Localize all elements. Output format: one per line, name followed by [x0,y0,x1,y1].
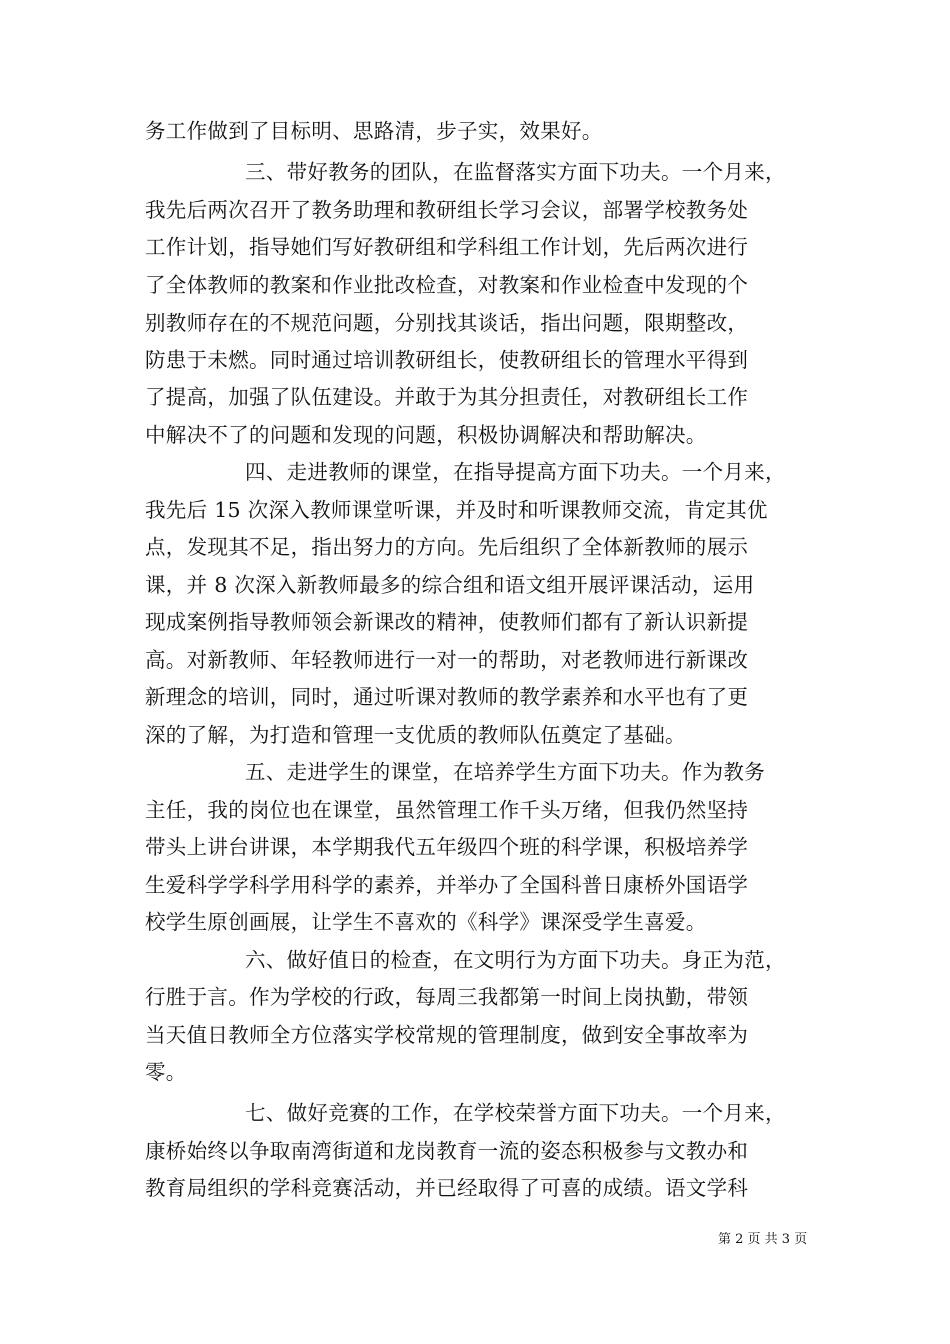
text-line: 新理念的培训，同时，通过听课对教师的教学素养和水平也有了更 [145,685,749,709]
text-line: 现成案例指导教师领会新课改的精神，使教师们都有了新认识新提 [145,610,749,634]
text-line: 校学生原创画展，让学生不喜欢的《科学》课深受学生喜爱。 [145,910,707,934]
text-line: 我先后 15 次深入教师课堂听课，并及时和听课教师交流，肯定其优 [145,498,768,522]
text-line: 别教师存在的不规范问题，分别找其谈话，指出问题，限期整改， [145,311,749,335]
paragraph-start-line: 六、做好值日的检查，在文明行为方面下功夫。身正为范， [245,948,786,972]
text-line: 课，并 8 次深入新教师最多的综合组和语文组开展评课活动，运用 [145,573,755,597]
text-line: 零。 [145,1060,187,1084]
text-line: 康桥始终以争取南湾街道和龙岗教育一流的姿态积极参与文教办和 [145,1139,749,1163]
paragraph-start-line: 三、带好教务的团队，在监督落实方面下功夫。一个月来， [245,160,786,184]
text-line: 生爱科学学科学用科学的素养，并举办了全国科普日康桥外国语学 [145,873,749,897]
text-line: 点，发现其不足，指出努力的方向。先后组织了全体新教师的展示 [145,535,749,559]
text-line: 教育局组织的学科竞赛活动，并已经取得了可喜的成绩。语文学科 [145,1176,749,1200]
text-line: 了全体教师的教案和作业批改检查，对教案和作业检查中发现的个 [145,273,749,297]
text-line: 当天值日教师全方位落实学校常规的管理制度，做到安全事故率为 [145,1023,749,1047]
text-line: 主任，我的岗位也在课堂，虽然管理工作千头万绪，但我仍然坚持 [145,798,749,822]
paragraph-start-line: 四、走进教师的课堂，在指导提高方面下功夫。一个月来， [245,460,786,484]
paragraph-start-line: 五、走进学生的课堂，在培养学生方面下功夫。作为教务 [245,760,765,784]
text-line: 深的了解，为打造和管理一支优质的教师队伍奠定了基础。 [145,723,686,747]
page-number-footer: 第 2 页 共 3 页 [718,1232,808,1247]
text-line: 高。对新教师、年轻教师进行一对一的帮助，对老教师进行新课改 [145,648,749,672]
text-line: 工作计划，指导她们写好教研组和学科组工作计划，先后两次进行 [145,235,749,259]
text-line: 了提高，加强了队伍建设。并敢于为其分担责任，对教研组长工作 [145,385,749,409]
text-line: 行胜于言。作为学校的行政，每周三我都第一时间上岗执勤，带领 [145,985,749,1009]
paragraph-start-line: 七、做好竞赛的工作，在学校荣誉方面下功夫。一个月来， [245,1101,786,1125]
text-line: 务工作做到了目标明、思路清，步子实，效果好。 [145,119,603,143]
text-line: 带头上讲台讲课，本学期我代五年级四个班的科学课，积极培养学 [145,835,749,859]
text-line: 中解决不了的问题和发现的问题，积极协调解决和帮助解决。 [145,423,707,447]
text-line: 防患于未燃。同时通过培训教研组长，使教研组长的管理水平得到 [145,348,749,372]
text-line: 我先后两次召开了教务助理和教研组长学习会议，部署学校教务处 [145,198,749,222]
